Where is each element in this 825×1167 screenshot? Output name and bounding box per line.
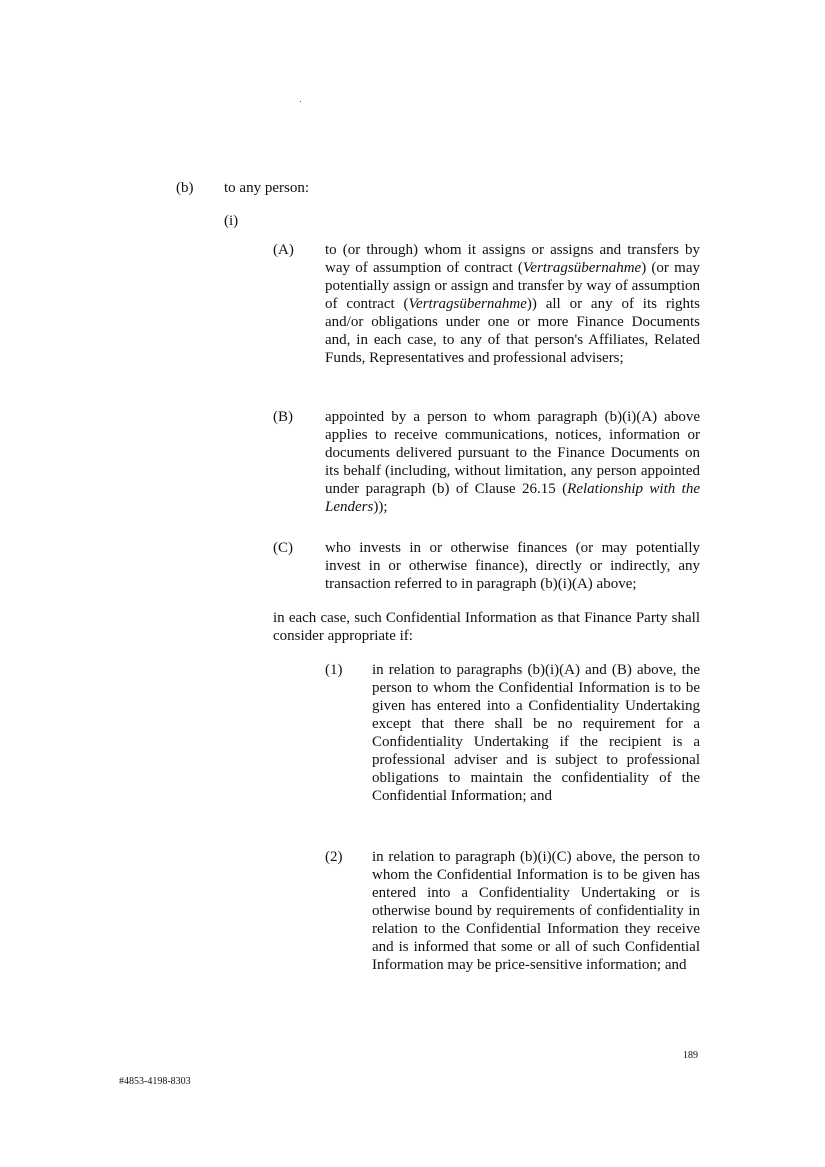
item-b-text: to any person: — [224, 180, 309, 196]
item-a-term-2: Vertragsübernahme — [408, 296, 527, 312]
item-a-label: (A) — [273, 242, 294, 258]
item-b2-text: appointed by a person to whom paragraph (b)(i)(A) above applies to receive communications, notices, information or documents delivered pursuant to the Finance Documents on its behalf (including, without limitation, any person appointed under paragraph (b) of Clause 26.15 (Relationship with the Lenders)); — [325, 409, 700, 515]
document-id: #4853-4198-8303 — [119, 1076, 191, 1087]
item-b2-clause-title: Relationship with the Lenders — [325, 481, 700, 515]
item-2-label: (2) — [325, 849, 343, 865]
item-c-label: (C) — [273, 540, 293, 556]
item-a-text: to (or through) whom it assigns or assigns and transfers by way of assumption of contract (Vertragsübernahme) (or may potentially assign or assign and transfer by way of assumption of contract (Vertragsübernahme)) all or any of its rights and/or obligations under one or more Finance Documents and, in each case, to any of that person's Affiliates, Related Funds, Representatives and professional advisers; — [325, 242, 700, 366]
item-c-text: who invests in or otherwise finances (or may potentially invest in or otherwise finance), directly or indirectly, any transaction referred to in paragraph (b)(i)(A) above; — [325, 540, 700, 592]
item-2-text: in relation to paragraph (b)(i)(C) above, the person to whom the Confidential Information is to be given has entered into a Confidentiality Undertaking or is otherwise bound by requirements of confidentiality in relation to the Confidential Information they receive and is informed that some or all of such Confidential Information may be price-sensitive information; and — [372, 849, 700, 973]
item-a-term-1: Vertragsübernahme — [522, 260, 642, 276]
item-1-text: in relation to paragraphs (b)(i)(A) and (B) above, the person to whom the Confidential Information is to be given has entered into a Confidentiality Undertaking except that there shall be no requirement for a Confidentiality Undertaking if the recipient is a professional adviser and is subject to professional obligations to maintain the confidentiality of the Confidential Information; and — [372, 662, 700, 804]
item-1-label: (1) — [325, 662, 343, 678]
stray-mark — [300, 101, 301, 102]
item-i-label: (i) — [224, 213, 239, 229]
in-each-case-text: in each case, such Confidential Information as that Finance Party shall consider appropriate if: — [273, 610, 700, 644]
item-b-label: (b) — [176, 180, 194, 196]
item-b2-label: (B) — [273, 409, 293, 425]
page-number: 189 — [683, 1050, 698, 1061]
